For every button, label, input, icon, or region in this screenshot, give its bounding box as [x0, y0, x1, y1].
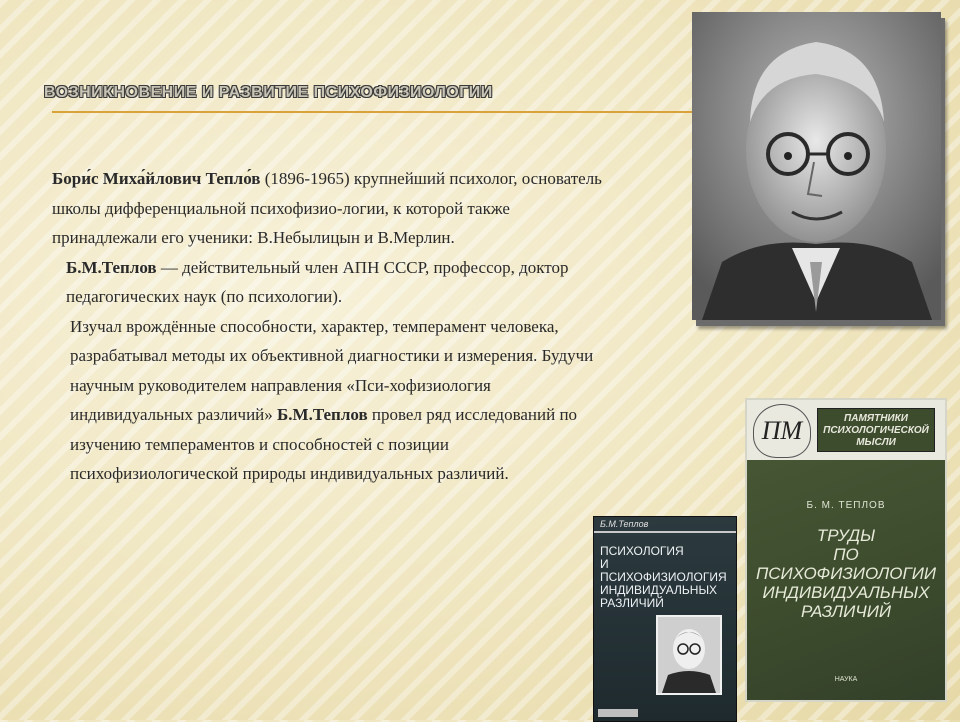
book-small-title: ПСИХОЛОГИЯ И ПСИХОФИЗИОЛОГИЯ ИНДИВИДУАЛЬНЫХ РАЗЛИЧИЙ [600, 544, 727, 610]
slide-title: ВОЗНИКНОВЕНИЕ И РАЗВИТИЕ ПСИХОФИЗИОЛОГИИ [44, 84, 493, 101]
paragraph-1-text: (1896-1965) крупнейший психолог, основатель школы дифференциальной психофизио-логии, к которой также принадлежали его ученики: В.Небылицын и В.Мерлин. [52, 169, 602, 247]
book-large-title: ТРУДЫ ПО ПСИХОФИЗИОЛОГИИ ИНДИВИДУАЛЬНЫХ РАЗЛИЧИЙ [755, 526, 937, 621]
paragraph-3 [40, 312, 610, 489]
book-cover-small [593, 516, 737, 722]
paragraph-3-text: Изучал врождённые способности, характер, темперамент человека, разрабатывал методы их объективной диагностики и измерения. Будучи научным руководителем направления «Пси-хофизиология индивидуальных различий» [70, 316, 594, 424]
book-small-publisher-logo [598, 709, 638, 717]
paragraph-1 [40, 164, 610, 253]
paragraph-2-text: — действительный член АПН СССР, профессор, доктор педагогических наук (по психологии). [66, 257, 569, 306]
portrait-illustration [692, 12, 941, 320]
name-bold: Б.М.Теплов [66, 257, 157, 277]
author-photo-icon [658, 617, 720, 693]
title-underline [52, 111, 692, 113]
book-large-author: Б. М. ТЕПЛОВ [806, 500, 886, 511]
paragraph-2 [40, 253, 610, 312]
book-small-author: Б.М.Теплов [600, 519, 649, 529]
name-bold: Бори́с Миха́йлович Тепло́в [52, 169, 261, 188]
book-large-series: ПАМЯТНИКИ ПСИХОЛОГИЧЕСКОЙ МЫСЛИ [817, 408, 935, 452]
book-small-photo [656, 615, 722, 695]
book-large-publisher: НАУКА [834, 676, 858, 683]
portrait-photo [692, 12, 941, 320]
book-cover-large [745, 398, 947, 702]
name-bold: Б.М.Теплов [277, 405, 368, 424]
book-small-stripe [594, 531, 736, 533]
series-logo: ПМ [753, 404, 811, 458]
paragraph-3-text-end: провел ряд исследований по изучению темпераментов и способностей с позиции психофизиологической природы индивидуальных различий. [70, 405, 578, 483]
slide-body [40, 164, 610, 489]
